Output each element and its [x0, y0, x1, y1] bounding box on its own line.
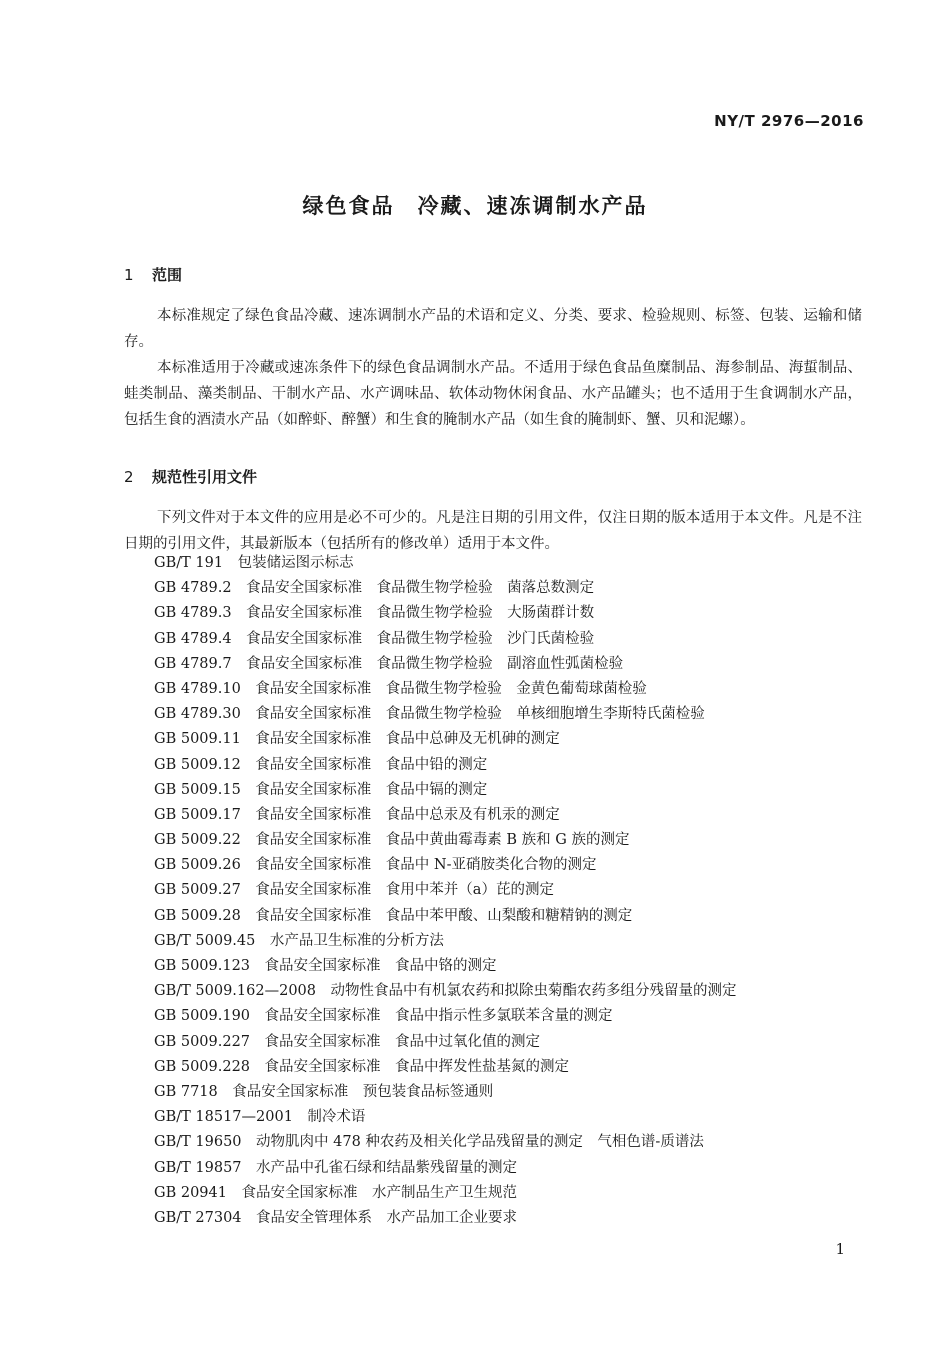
section-heading-normative-references — [124, 466, 257, 487]
reference-item: GB 5009.15 食品安全国家标准 食品中镉的测定 — [154, 781, 488, 798]
page-number: 1 — [835, 1240, 845, 1258]
reference-item: GB 4789.10 食品安全国家标准 食品微生物学检验 金黄色葡萄球菌检验 — [154, 680, 647, 697]
reference-item: GB 5009.22 食品安全国家标准 食品中黄曲霉毒素 B 族和 G 族的测定 — [154, 832, 630, 849]
reference-item: GB 5009.123 食品安全国家标准 食品中铬的测定 — [154, 958, 497, 974]
section-title: 范围 — [152, 266, 183, 284]
reference-item: GB 5009.17 食品安全国家标准 食品中总汞及有机汞的测定 — [154, 806, 560, 823]
scope-paragraph-1: 本标准规定了绿色食品冷藏、速冻调制水产品的术语和定义、分类、要求、检验规则、标签、包装、运输和储存。 — [124, 308, 862, 350]
reference-item: GB 7718 食品安全国家标准 预包装食品标签通则 — [154, 1083, 494, 1100]
reference-item: GB/T 19650 动物肌肉中 478 种农药及相关化学品残留量的测定 气相色谱-质谱法 — [154, 1134, 704, 1151]
standard-number: NY/T 2976—2016 — [714, 112, 864, 130]
reference-item: GB/T 5009.45 水产品卫生标准的分析方法 — [154, 932, 444, 949]
reference-item: GB 4789.30 食品安全国家标准 食品微生物学检验 单核细胞增生李斯特氏菌检验 — [154, 706, 705, 723]
reference-item: GB 5009.11 食品安全国家标准 食品中总砷及无机砷的测定 — [154, 731, 560, 748]
section-number: 2 — [124, 468, 134, 486]
reference-item: GB 5009.26 食品安全国家标准 食品中 N-亚硝胺类化合物的测定 — [154, 857, 597, 874]
reference-item: GB/T 191 包装储运图示标志 — [154, 555, 354, 571]
reference-item: GB 4789.2 食品安全国家标准 食品微生物学检验 菌落总数测定 — [154, 580, 595, 597]
reference-item: GB 5009.27 食品安全国家标准 食用中苯并（a）芘的测定 — [154, 882, 554, 899]
reference-item: GB 4789.3 食品安全国家标准 食品微生物学检验 大肠菌群计数 — [154, 605, 595, 622]
reference-item: GB 5009.12 食品安全国家标准 食品中铅的测定 — [154, 756, 488, 773]
reference-list — [154, 551, 737, 1231]
reference-item: GB/T 18517—2001 制冷术语 — [154, 1109, 366, 1126]
reference-item: GB 5009.228 食品安全国家标准 食品中挥发性盐基氮的测定 — [154, 1058, 570, 1075]
reference-item: GB/T 5009.162—2008 动物性食品中有机氯农药和拟除虫菊酯农药多组分残留量的测定 — [154, 983, 737, 1000]
references-intro-paragraph: 下列文件对于本文件的应用是必不可少的。凡是注日期的引用文件，仅注日期的版本适用于本文件。凡是不注日期的引用文件，其最新版本（包括所有的修改单）适用于本文件。 — [124, 510, 862, 552]
section-title: 规范性引用文件 — [152, 468, 258, 486]
reference-item: GB 5009.227 食品安全国家标准 食品中过氧化值的测定 — [154, 1033, 541, 1050]
reference-item: GB 5009.28 食品安全国家标准 食品中苯甲酸、山梨酸和糖精钠的测定 — [154, 907, 633, 924]
scope-paragraph-2: 本标准适用于冷藏或速冻条件下的绿色食品调制水产品。不适用于绿色食品鱼糜制品、海参制品、海蜇制品、蛙类制品、藻类制品、干制水产品、水产调味品、软体动物休闲食品、水产品罐头；也不适用于生食调制水产品，包括生食的酒渍水产品（如醉虾、醉蟹）和生食的腌制水产品（如生食的腌制虾、蟹、贝和泥螺）。 — [124, 360, 862, 428]
reference-item: GB 5009.190 食品安全国家标准 食品中指示性多氯联苯含量的测定 — [154, 1008, 613, 1025]
document-title: 绿色食品 冷藏、速冻调制水产品 — [302, 194, 648, 218]
reference-item: GB/T 19857 水产品中孔雀石绿和结晶紫残留量的测定 — [154, 1159, 518, 1176]
reference-item: GB 4789.4 食品安全国家标准 食品微生物学检验 沙门氏菌检验 — [154, 630, 595, 647]
reference-item: GB 4789.7 食品安全国家标准 食品微生物学检验 副溶血性弧菌检验 — [154, 655, 624, 672]
section-heading-scope — [124, 264, 182, 285]
section-number: 1 — [124, 266, 134, 284]
reference-item: GB/T 27304 食品安全管理体系 水产品加工企业要求 — [154, 1209, 518, 1226]
reference-item: GB 20941 食品安全国家标准 水产制品生产卫生规范 — [154, 1184, 517, 1201]
